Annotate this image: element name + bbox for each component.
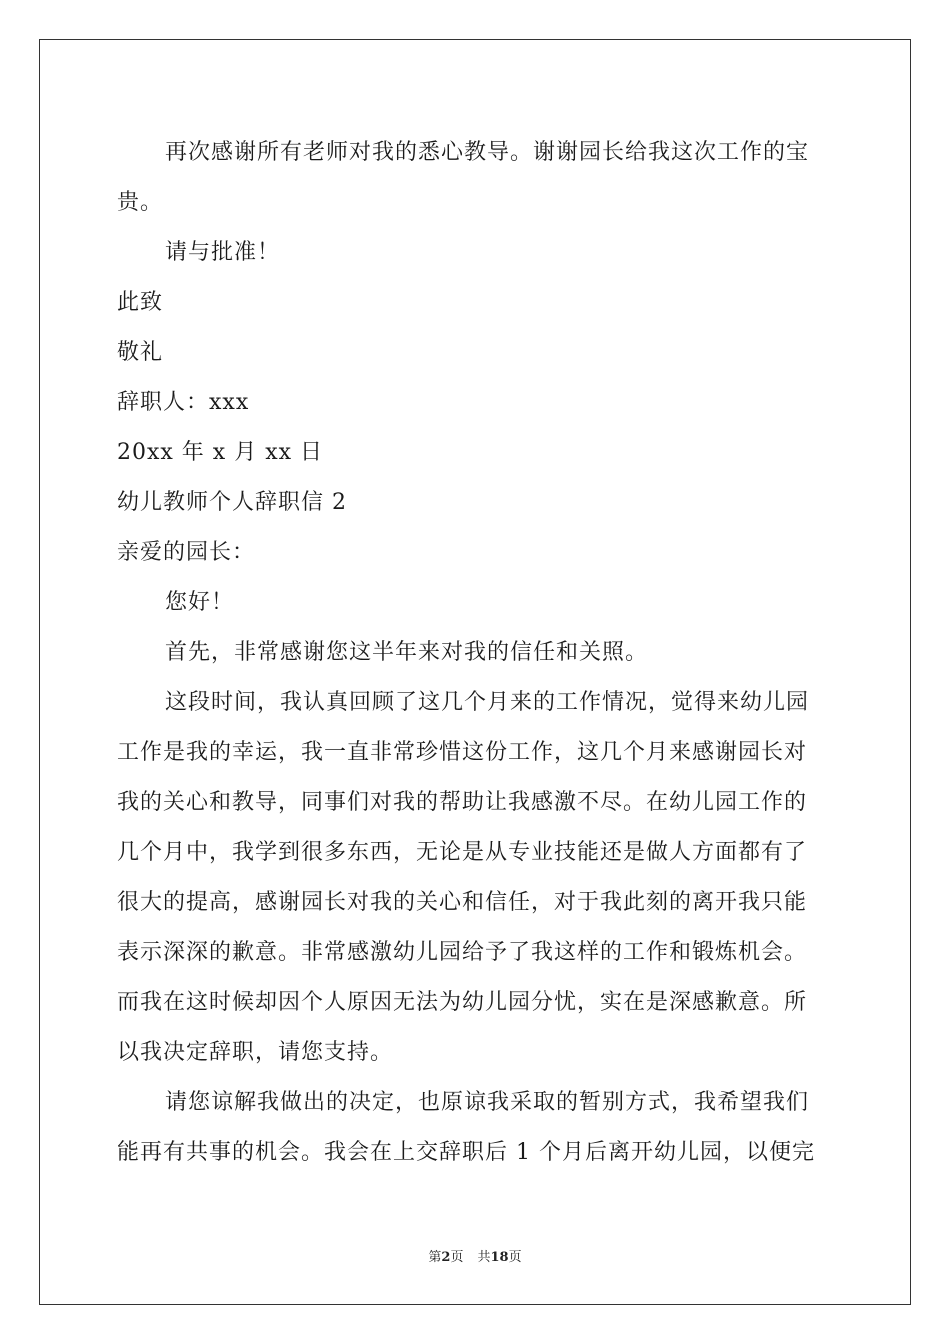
text-line: 再次感谢所有老师对我的悉心教导。谢谢园长给我这次工作的宝 [165,140,810,165]
page-suffix: 页 [450,1250,464,1265]
text-line: 贵。 [117,190,164,215]
total-suffix: 页 [508,1250,522,1265]
text-line: 此致 [117,290,164,315]
total-pages: 18 [490,1250,509,1265]
text-line: 敬礼 [117,340,164,365]
text-line: 请与批准！ [165,240,281,265]
text-line: 能再有共事的机会。我会在上交辞职后 1 个月后离开幼儿园，以便完 [117,1140,815,1165]
text-line: 首先，非常感谢您这半年来对我的信任和关照。 [165,640,649,665]
text-line: 工作是我的幸运，我一直非常珍惜这份工作，这几个月来感谢园长对 [117,740,808,765]
text-line: 幼儿教师个人辞职信 2 [117,490,347,515]
page-footer [0,1246,950,1265]
text-line: 辞职人：xxx [117,390,250,415]
text-line: 以我决定辞职，请您支持。 [117,1040,394,1065]
page-prefix: 第 [428,1250,442,1265]
text-line: 表示深深的歉意。非常感激幼儿园给予了我这样的工作和锻炼机会。 [117,940,808,965]
text-line: 而我在这时候却因个人原因无法为幼儿园分忧，实在是深感歉意。所 [117,990,808,1015]
text-line: 很大的提高，感谢园长对我的关心和信任，对于我此刻的离开我只能 [117,890,808,915]
text-line: 我的关心和教导，同事们对我的帮助让我感激不尽。在幼儿园工作的 [117,790,808,815]
page-number: 2 [441,1250,451,1265]
text-line: 几个月中，我学到很多东西，无论是从专业技能还是做人方面都有了 [117,840,808,865]
document-body [117,128,837,1178]
text-line: 亲爱的园长： [117,540,256,565]
text-line: 这段时间，我认真回顾了这几个月来的工作情况，觉得来幼儿园 [165,690,810,715]
text-line: 您好！ [165,590,235,615]
text-line: 20xx 年 x 月 xx 日 [117,440,323,465]
text-line: 请您谅解我做出的决定，也原谅我采取的暂别方式，我希望我们 [165,1090,810,1115]
total-prefix: 共 [477,1250,491,1265]
